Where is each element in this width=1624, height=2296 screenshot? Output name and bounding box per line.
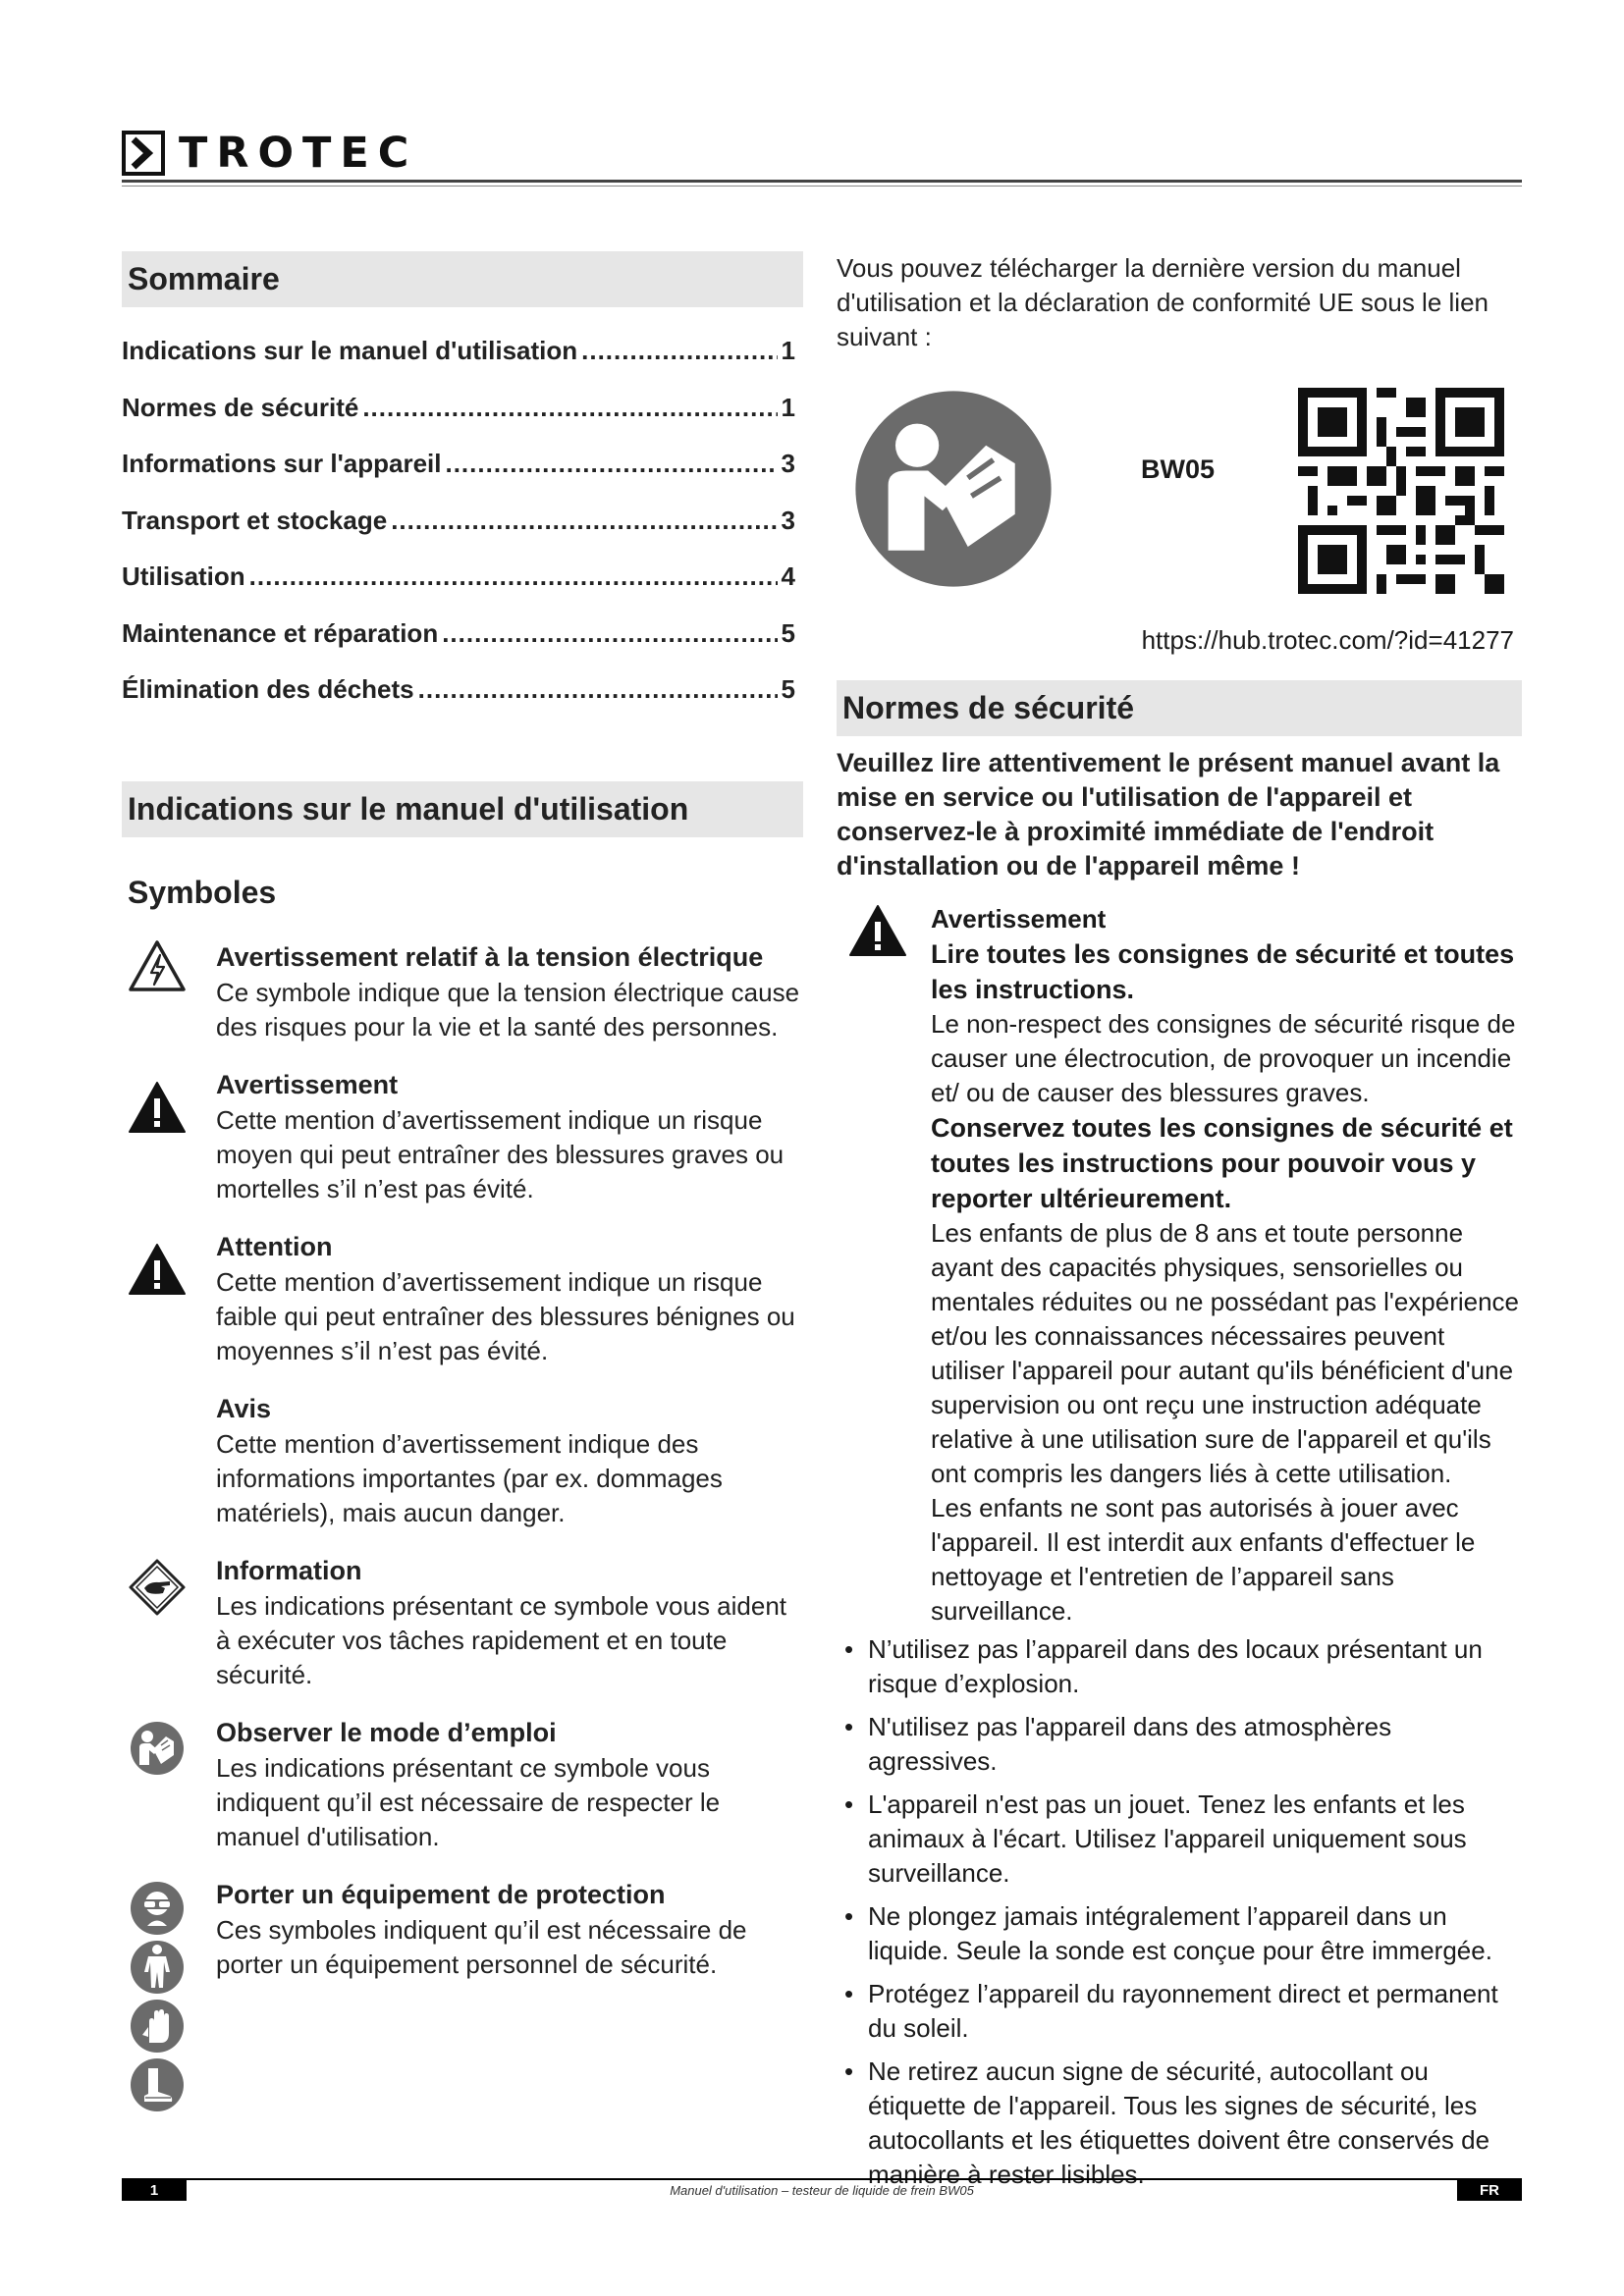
symbol-title: Avis — [216, 1393, 272, 1423]
read-manual-icon — [129, 1720, 186, 1777]
information-icon — [128, 1558, 187, 1617]
toc-item-page: 1 — [781, 392, 795, 422]
header-rule-thin — [122, 186, 1522, 187]
toc-item-label: Transport et stockage — [122, 505, 388, 535]
trotec-logo — [122, 130, 417, 177]
symbol-entry — [122, 1066, 803, 1206]
qr-code[interactable] — [1298, 388, 1504, 594]
symbol-title: Avertissement relatif à la tension électrique — [216, 941, 764, 972]
safety-heading: Normes de sécurité — [837, 680, 1522, 736]
warning-bold-2: Conservez toutes les consignes de sécurité et toutes les instructions pour pouvoir vous y reporter ultérieurement. — [931, 1113, 1513, 1213]
table-of-contents — [122, 323, 803, 719]
toc-item-label: Indications sur le manuel d'utilisation — [122, 336, 578, 365]
toc-item-page: 5 — [781, 674, 795, 704]
safety-intro: Veuillez lire attentivement le présent manuel avant la mise en service ou l'utilisation de l'appareil et conservez-le à proximité immédiate de l'endroit d'installation ou de l'appareil même ! — [837, 748, 1500, 881]
toc-item[interactable] — [122, 662, 803, 719]
download-intro: Vous pouvez télécharger la dernière version du manuel d'utilisation et la déclaration de conformité UE sous le lien suivant : — [837, 253, 1489, 351]
toc-item-label: Utilisation — [122, 561, 245, 591]
trotec-chevron-icon — [122, 131, 165, 176]
toc-item-label: Maintenance et réparation — [122, 617, 439, 648]
left-column — [122, 251, 803, 2113]
symbol-text: Ce symbole indique que la tension électrique cause des risques pour la vie et la santé des personnes. — [216, 977, 800, 1041]
symbol-title: Observer le mode d’emploi — [216, 1717, 557, 1747]
symbol-title: Attention — [216, 1231, 333, 1261]
warning-bold-1: Lire toutes les consignes de sécurité et toutes les instructions. — [931, 939, 1515, 1004]
toc-item[interactable] — [122, 549, 803, 606]
page-number: 1 — [122, 2180, 187, 2201]
header-rule — [122, 180, 1522, 183]
warning-text-1: Le non-respect des consignes de sécurité risque de causer une électrocution, de provoquer un incendie et/ ou de causer des blessures graves. — [931, 1009, 1516, 1107]
safety-warning — [837, 901, 1522, 1629]
symbol-entry — [122, 1876, 803, 2113]
warning-title: Avertissement — [931, 904, 1107, 934]
download-url-link[interactable]: https://hub.trotec.com/?id=41277 — [1141, 625, 1514, 655]
symbol-entry — [122, 1714, 803, 1854]
page-footer — [122, 2178, 1522, 2201]
protective-clothing-icon — [129, 1939, 186, 1996]
symbol-entry — [122, 1390, 803, 1530]
list-item: • N'utilisez pas l'appareil dans des atmosphères agressives. — [837, 1710, 1522, 1779]
toc-item[interactable] — [122, 606, 803, 663]
symbol-text: Cette mention d’avertissement indique des informations importantes (par ex. dommages matériels), mais aucun danger. — [216, 1428, 723, 1527]
toc-item[interactable] — [122, 380, 803, 437]
toc-item[interactable] — [122, 323, 803, 380]
model-label: BW05 — [1141, 454, 1216, 484]
toc-heading: Sommaire — [122, 251, 803, 307]
symbol-text: Cette mention d’avertissement indique un risque faible qui peut entraîner des blessures bénignes ou moyennes s’il n’est pas évité. — [216, 1266, 795, 1365]
caution-icon — [128, 1242, 187, 1297]
toc-item-page: 3 — [781, 505, 795, 535]
language-badge: FR — [1457, 2180, 1522, 2201]
warning-text-3: Les enfants ne sont pas autorisés à jouer avec l'appareil. Il est interdit aux enfants d'effectuer le nettoyage et l'entretien de l’appareil sans surveillance. — [931, 1493, 1476, 1626]
symbol-title: Information — [216, 1555, 362, 1585]
symbol-title: Avertissement — [216, 1069, 399, 1099]
voltage-warning-icon — [128, 938, 187, 993]
warning-text-2: Les enfants de plus de 8 ans et toute personne ayant des capacités physiques, sensorielles ou mentales réduites ou ne possédant pas l'expérience et/ou les connaissances nécessaires peuvent utiliser l'appareil pour autant qu'ils bénéficient d'une supervision ou ont reçu une instruction adéquate relative à une utilisation sure de l'appareil et qu'ils ont compris les dangers liés à cette utilisation. — [931, 1218, 1520, 1488]
symbol-text: Les indications présentant ce symbole vous indiquent qu’il est nécessaire de respecter le manuel d'utilisation. — [216, 1752, 721, 1851]
symbol-title: Porter un équipement de protection — [216, 1879, 666, 1909]
warning-icon — [848, 903, 907, 958]
toc-item-label: Informations sur l'appareil — [122, 449, 442, 478]
list-item: • Ne retirez aucun signe de sécurité, autocollant ou étiquette de l'appareil. Tous les signes de sécurité, les autocollants et les étiquettes doivent être conservés de manière à rester lisibles. — [837, 2055, 1522, 2192]
toc-item[interactable] — [122, 436, 803, 493]
footer-title: Manuel d'utilisation – testeur de liquide de frein BW05 — [670, 2183, 974, 2198]
toc-item-page: 5 — [781, 617, 795, 648]
toc-item-page: 3 — [781, 449, 795, 478]
toc-item-page: 1 — [781, 336, 795, 365]
list-item: • L'appareil n'est pas un jouet. Tenez les enfants et les animaux à l'écart. Utilisez l'appareil uniquement sous surveillance. — [837, 1788, 1522, 1891]
symbol-entry — [122, 1228, 803, 1368]
symbol-entry — [122, 1552, 803, 1692]
warning-icon — [128, 1080, 187, 1135]
protective-gloves-icon — [129, 1998, 186, 2055]
list-item: • Ne plongez jamais intégralement l’appareil dans un liquide. Seule la sonde est conçue pour être immergée. — [837, 1899, 1522, 1968]
safety-boots-icon — [129, 2056, 186, 2113]
toc-item-page: 4 — [781, 561, 795, 591]
list-item: • Protégez l’appareil du rayonnement direct et permanent du soleil. — [837, 1977, 1522, 2046]
symbol-text: Ces symboles indiquent qu’il est nécessaire de porter un équipement personnel de sécurité. — [216, 1914, 747, 1979]
toc-item-label: Élimination des déchets — [122, 674, 414, 704]
symbol-entry — [122, 938, 803, 1044]
download-block — [837, 368, 1522, 623]
toc-item[interactable] — [122, 493, 803, 550]
manual-heading: Indications sur le manuel d'utilisation — [122, 781, 803, 837]
symbol-text: Les indications présentant ce symbole vous aident à exécuter vos tâches rapidement et en toute sécurité. — [216, 1590, 787, 1689]
brand-name: TROTEC — [179, 128, 418, 178]
symbol-text: Cette mention d’avertissement indique un risque moyen qui peut entraîner des blessures graves ou mortelles s’il n’est pas évité. — [216, 1104, 785, 1203]
safety-goggles-icon — [129, 1880, 186, 1937]
read-manual-large-icon — [848, 384, 1058, 594]
list-item: • N’utilisez pas l’appareil dans des locaux présentant un risque d’explosion. — [837, 1632, 1522, 1701]
toc-item-label: Normes de sécurité — [122, 392, 359, 422]
symbols-heading: Symboles — [128, 874, 277, 910]
right-column — [837, 251, 1522, 2201]
safety-bullet-list — [837, 1632, 1522, 2192]
